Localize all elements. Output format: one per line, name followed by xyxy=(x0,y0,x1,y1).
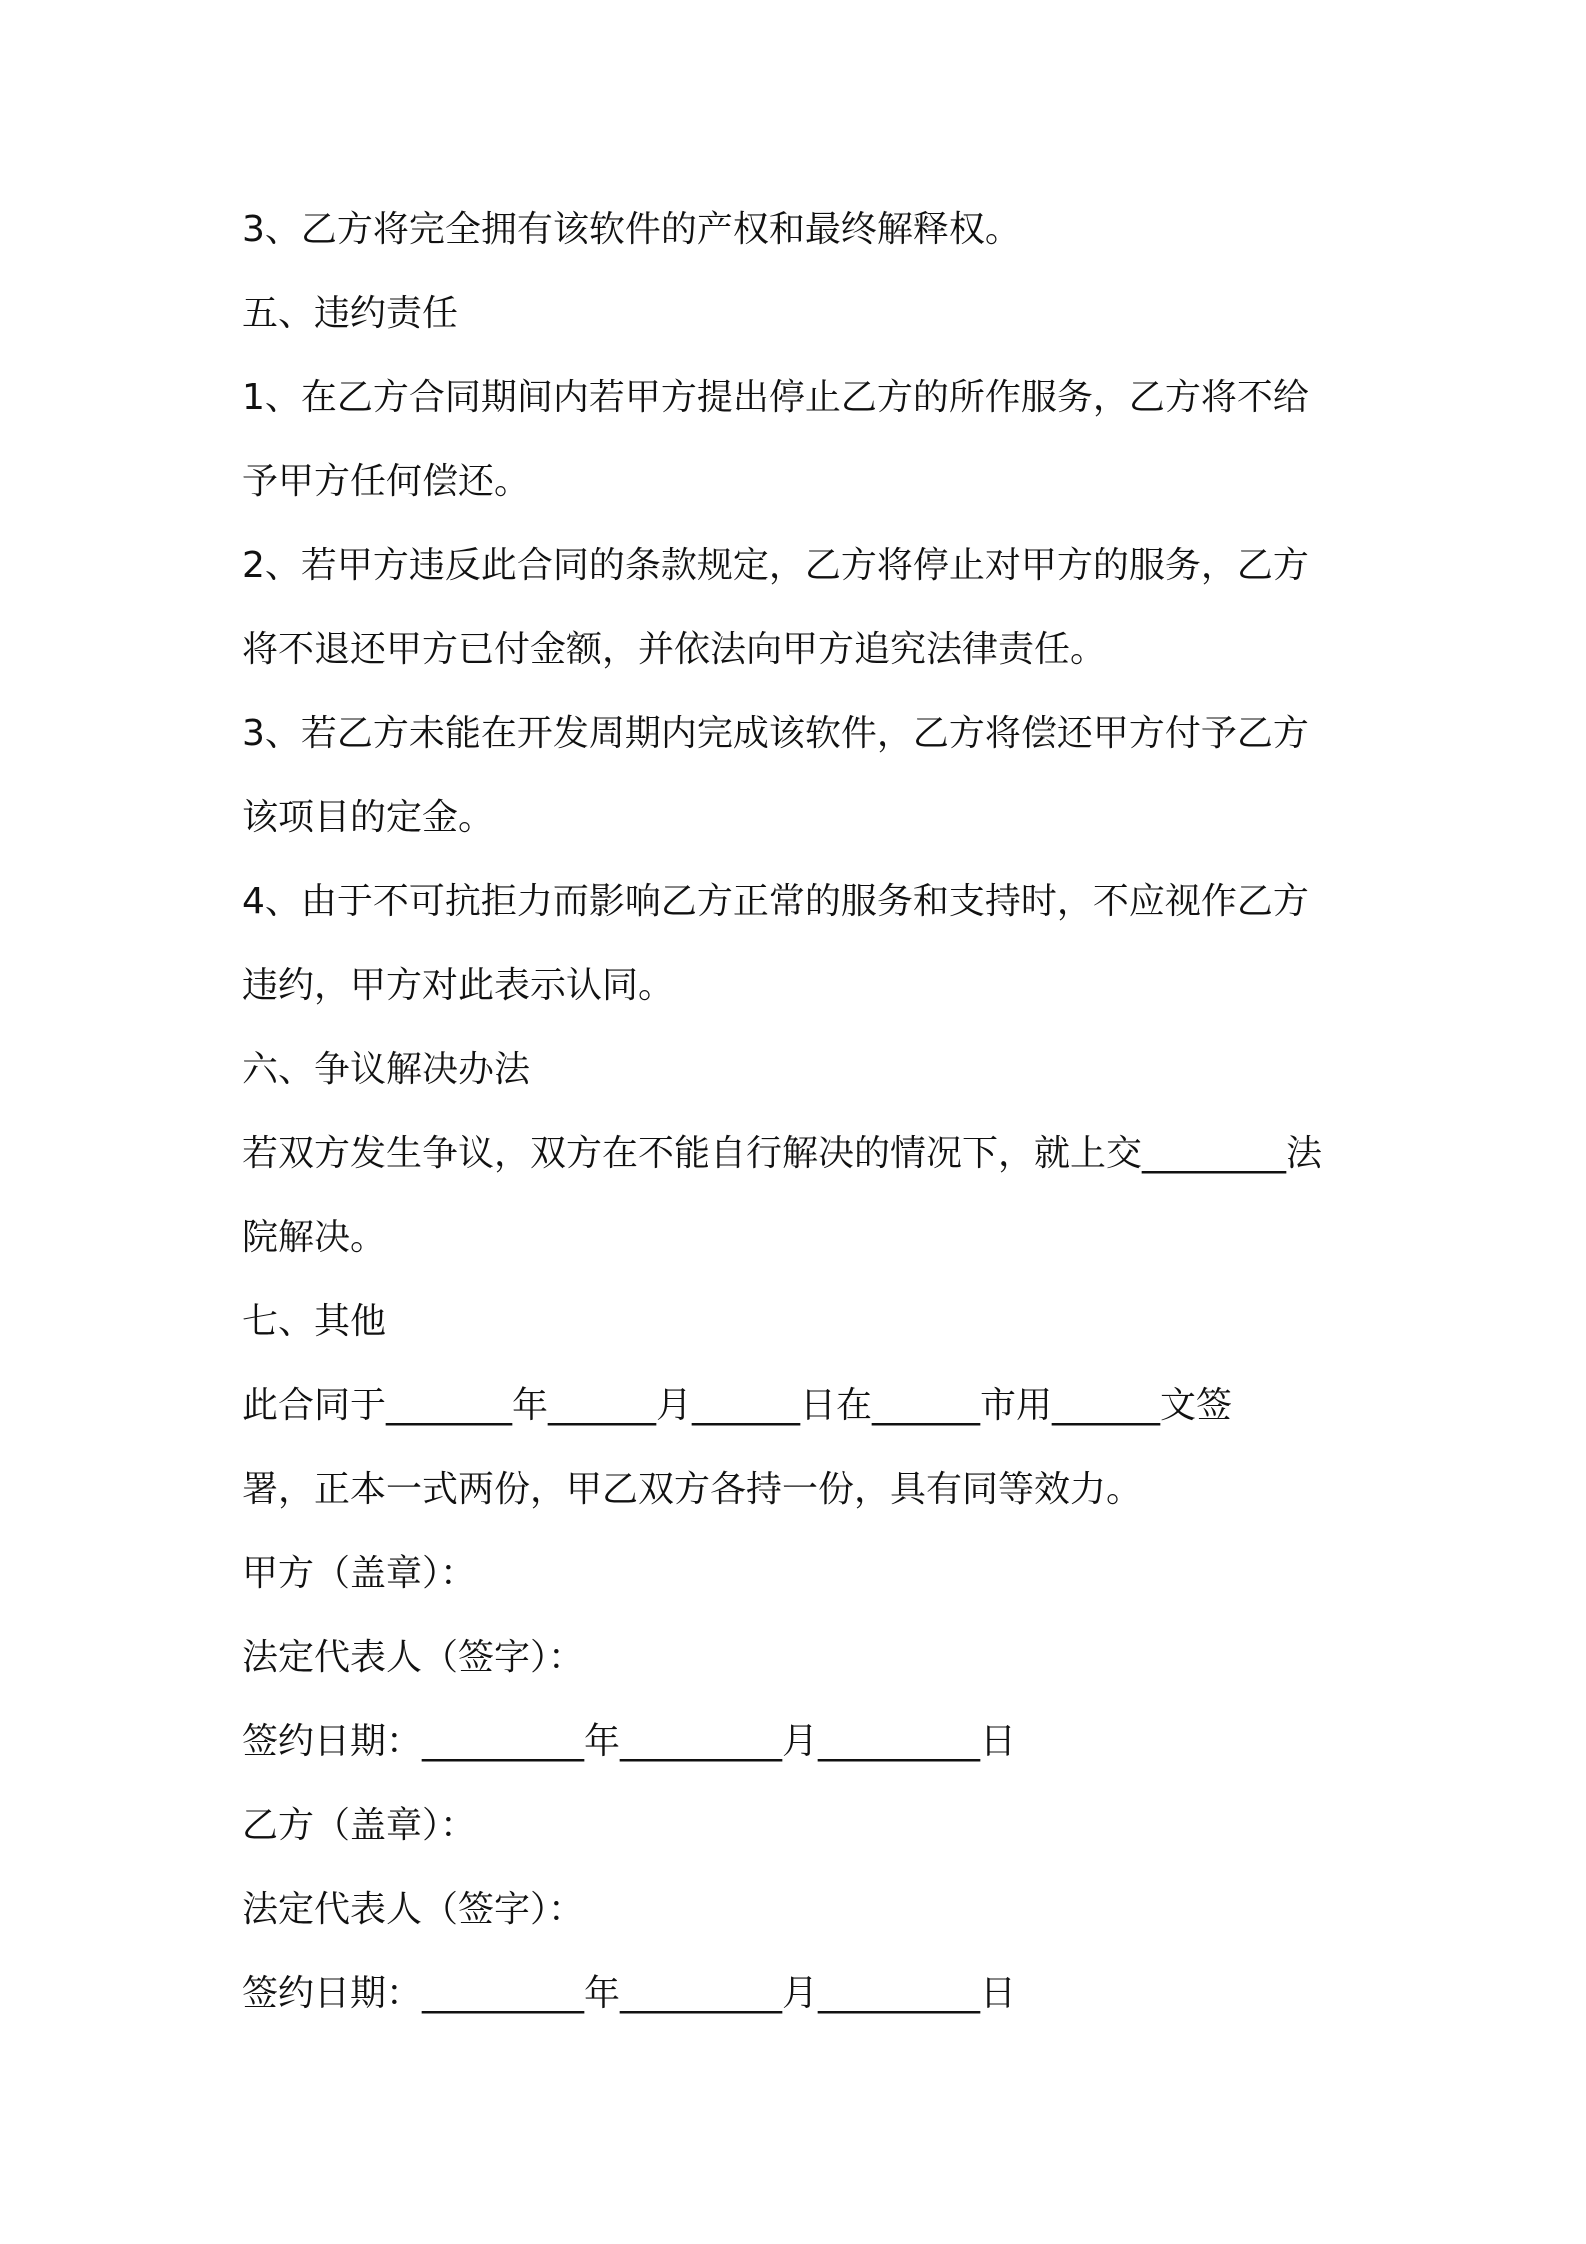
clause-breach-4-line-2: 违约，甲方对此表示认同。 xyxy=(242,965,675,1006)
contract-text xyxy=(242,200,1362,2048)
clause-breach-2-line-1: 2、若甲方违反此合同的条款规定，乙方将停止对甲方的服务，乙方 xyxy=(242,545,1309,586)
section-heading-other: 七、其他 xyxy=(242,1301,387,1342)
section-heading-breach: 五、违约责任 xyxy=(242,293,459,334)
clause-breach-1-line-1: 1、在乙方合同期间内若甲方提出停止乙方的所作服务，乙方将不给 xyxy=(242,377,1309,418)
party-a-representative: 法定代表人（签字）： xyxy=(242,1637,585,1678)
clause-dispute-line-2: 院解决。 xyxy=(242,1217,387,1258)
party-a-sign-date: 签约日期：_________年_________月_________日 xyxy=(242,1721,1017,1762)
party-b-sign-date: 签约日期：_________年_________月_________日 xyxy=(242,1973,1017,2014)
clause-breach-3-line-2: 该项目的定金。 xyxy=(242,797,495,838)
clause-dispute-line-1: 若双方发生争议，双方在不能自行解决的情况下，就上交________法 xyxy=(242,1133,1323,1174)
clause-ownership: 3、乙方将完全拥有该软件的产权和最终解释权。 xyxy=(242,209,1021,250)
clause-breach-4-line-1: 4、由于不可抗拒力而影响乙方正常的服务和支持时，不应视作乙方 xyxy=(242,881,1309,922)
party-b-seal: 乙方（盖章）： xyxy=(242,1805,477,1846)
party-b-representative: 法定代表人（签字）： xyxy=(242,1889,585,1930)
section-heading-dispute: 六、争议解决办法 xyxy=(242,1049,531,1090)
clause-breach-2-line-2: 将不退还甲方已付金额，并依法向甲方追究法律责任。 xyxy=(242,629,1107,670)
clause-signing-line-1: 此合同于_______年______月______日在______市用______文签 xyxy=(242,1385,1233,1426)
party-a-seal: 甲方（盖章）： xyxy=(242,1553,477,1594)
clause-breach-3-line-1: 3、若乙方未能在开发周期内完成该软件，乙方将偿还甲方付予乙方 xyxy=(242,713,1309,754)
clause-signing-line-2: 署，正本一式两份，甲乙双方各持一份，具有同等效力。 xyxy=(242,1469,1143,1510)
clause-breach-1-line-2: 予甲方任何偿还。 xyxy=(242,461,531,502)
